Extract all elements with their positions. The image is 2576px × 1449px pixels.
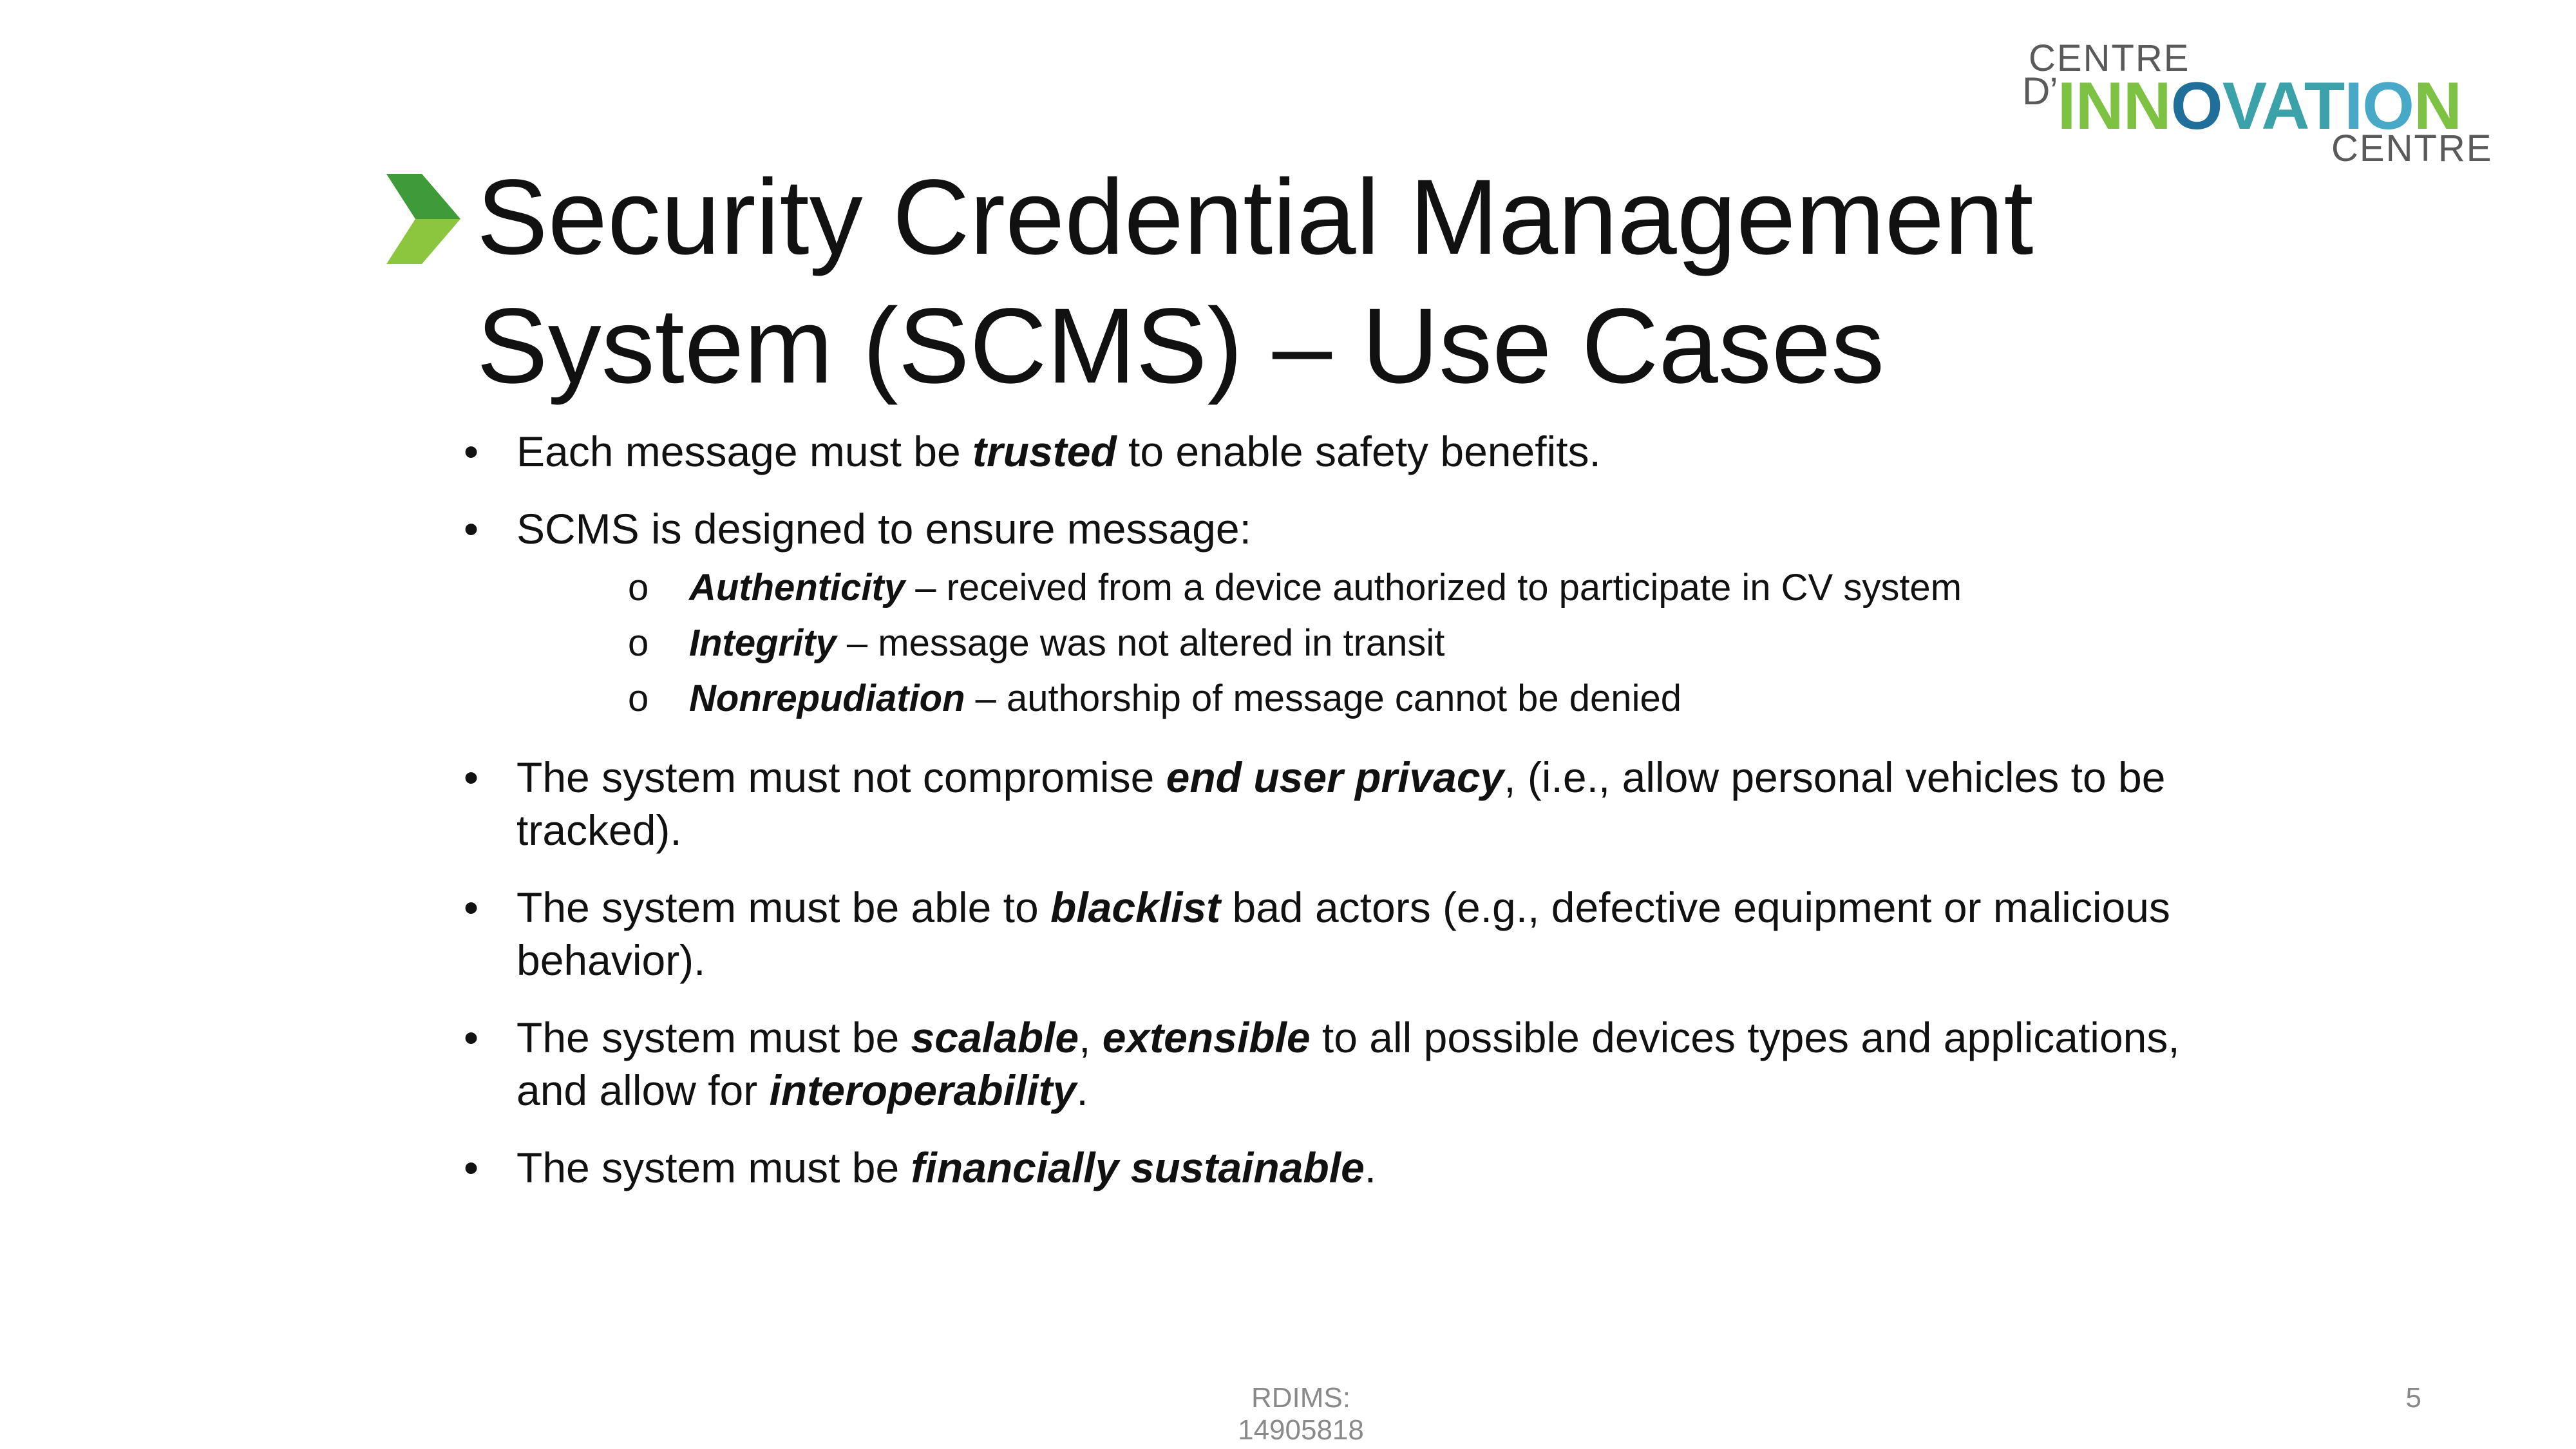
bullet-item-scalable: • The system must be scalable, extensible to all possible devices types and applications, and allow for interoperability.	[464, 1011, 2202, 1117]
bullet-dot: •	[464, 505, 479, 553]
footer-rdims-number: RDIMS: 14905818	[1238, 1382, 1364, 1446]
emphasis-scalable: scalable	[911, 1014, 1079, 1061]
slide-title-line-1: Security Credential Management	[477, 158, 2034, 277]
logo-part-3: VAT	[2222, 69, 2345, 144]
logo-part-2: O	[2170, 69, 2222, 144]
slide-title	[477, 153, 2215, 411]
emphasis-integrity: Integrity	[689, 622, 837, 664]
sub-bullet-marker: o	[628, 622, 649, 664]
logo-part-5: N	[2414, 69, 2462, 144]
emphasis-blacklist: blacklist	[1050, 884, 1221, 931]
sub-bullet-marker: o	[628, 567, 649, 609]
sub-bullet-authenticity: o Authenticity – received from a device authorized to participate in CV system	[464, 560, 2202, 616]
sub-bullet-list	[464, 560, 2202, 726]
bullet-dot: •	[464, 1144, 479, 1191]
bullet-item-financial: • The system must be financially sustainable.	[464, 1141, 2202, 1194]
logo-top-text: CENTRE	[2029, 37, 2190, 79]
bullet-item-trusted: • Each message must be trusted to enable safety benefits.	[464, 425, 2202, 478]
emphasis-financially-sustainable: financially sustainable	[911, 1144, 1365, 1191]
sub-bullet-marker: o	[628, 677, 649, 719]
logo-apostrophe: D’	[2022, 70, 2058, 113]
emphasis-extensible: extensible	[1102, 1014, 1311, 1061]
bullet-list	[464, 425, 2202, 1218]
bullet-item-blacklist: • The system must be able to blacklist bad actors (e.g., defective equipment or malicious behavior).	[464, 881, 2202, 987]
centre-innovation-logo	[2009, 37, 2524, 169]
bullet-dot: •	[464, 428, 479, 475]
bullet-dot: •	[464, 884, 479, 931]
sub-bullet-integrity: o Integrity – message was not altered in transit	[464, 616, 2202, 671]
emphasis-trusted: trusted	[972, 428, 1117, 475]
emphasis-end-user-privacy: end user privacy	[1166, 753, 1504, 801]
chevron-dark-shape	[386, 174, 460, 219]
logo-part-4: IO	[2344, 69, 2414, 144]
emphasis-authenticity: Authenticity	[689, 567, 905, 609]
emphasis-nonrepudiation: Nonrepudiation	[689, 677, 965, 719]
bullet-dot: •	[464, 753, 479, 801]
bullet-item-scms-designed: • SCMS is designed to ensure message:	[464, 502, 2202, 555]
bullet-dot: •	[464, 1014, 479, 1061]
sub-bullet-nonrepudiation: o Nonrepudiation – authorship of message cannot be denied	[464, 671, 2202, 726]
emphasis-interoperability: interoperability	[769, 1066, 1077, 1114]
logo-part-1: INN	[2057, 69, 2171, 144]
footer-page-number: 5	[2405, 1382, 2421, 1414]
slide-title-line-2: System (SCMS) – Use Cases	[477, 287, 1885, 406]
logo-bottom-text: CENTRE	[2331, 128, 2493, 169]
bullet-item-privacy: • The system must not compromise end user privacy, (i.e., allow personal vehicles to be tracked).	[464, 751, 2202, 857]
chevron-arrow-icon	[386, 174, 464, 264]
